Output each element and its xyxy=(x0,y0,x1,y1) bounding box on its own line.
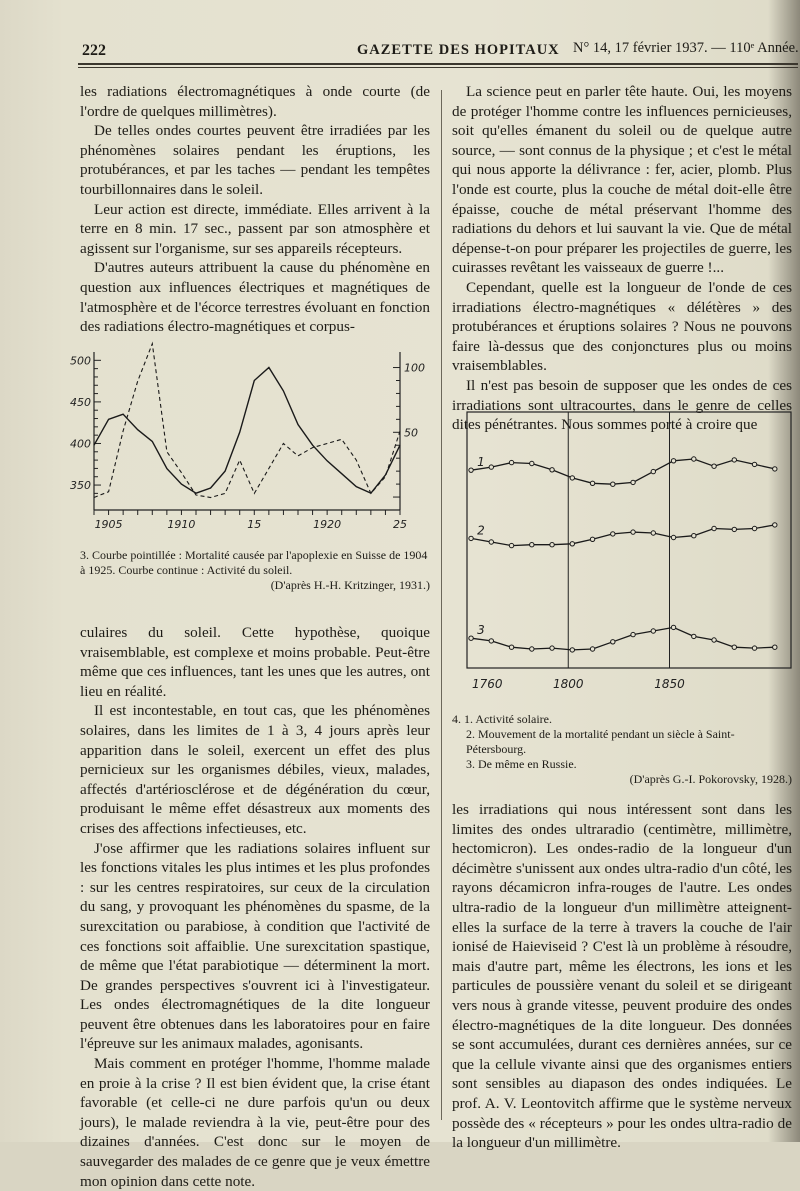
series-2-point xyxy=(752,526,756,530)
x-tick-label: 15 xyxy=(247,518,262,531)
paragraph: les irradiations qui nous intéressent sont dans les limites des ondes ultraradio (centimètre, millimètre, hectomicron). Les ondes-radio de la longueur d'un décimètre s'unissent aux ondes ultra-radio d'un côté, les rayons décamicron infra-rouges de l'autre. Les ondes ultra-radio de la longueur d'un millimètre atteignent-elles la surface de la terre à travers la couche de l'air ionisé de Haieviseid ? C'est là un problème à résoudre, mais d'autre part, même les électrons, les ions et les particules de poussière venant du soleil et se dirigeant vers nous à grande vitesse, peuvent produire des ondes électro-magnétiques de la dite longueur. Des données se sont accumulées, durant ces dernières années, sur ce que la cellule vivante ainsi que des organismes entiers sont sensibles au diapason des ondes indiquées. Le prof. A. V. Leontovitch affirme que le système nerveux possède des « récepteurs » pour les ondes ultra-radio de la longueur d'un millimètre. xyxy=(452,801,792,1152)
series-3-point xyxy=(611,640,615,644)
paragraph: Cependant, quelle est la longueur de l'onde de ces irradiations électro-magnétiques « délétères » des protubérances et éruptions solaires ? Nous ne pouvons faire là-dessus que des conjonctures plus ou moins vraisemblables. xyxy=(452,278,792,375)
series-2-point xyxy=(631,530,635,534)
x-tick-label: 1800 xyxy=(552,677,584,691)
series-3-point xyxy=(712,638,716,642)
y-left-tick-label: 350 xyxy=(70,479,91,493)
series-3-point xyxy=(631,632,635,636)
y-right-tick-label: 100 xyxy=(404,361,425,375)
header-rule xyxy=(78,63,798,65)
series-1-point xyxy=(692,457,696,461)
figure-3-chart xyxy=(72,346,432,536)
figure-3-caption xyxy=(80,548,430,593)
series-2-point xyxy=(530,543,534,547)
paragraph: Il est incontestable, en tout cas, que les phénomènes solaires, dans les limites de 1 à 3, 4 jours après leur apparition dans le soleil, exercent un effet des plus pernicieux sur les organismes débiles, vieux, malades, affectés d'artériosclérose et de dégénération du cœur, produisant le même effet désastreux aux moments des crises des affections infectieuses, etc. xyxy=(80,702,430,837)
series-2-point xyxy=(732,527,736,531)
series-2-line xyxy=(471,525,775,546)
series-1-point xyxy=(530,461,534,465)
series-3-point xyxy=(509,645,513,649)
series-2-point xyxy=(692,534,696,538)
paragraph: J'ose affirmer que les radiations solaires influent sur les fonctions vitales les plus intimes et les plus profondes : sur les centres respiratoires, sur ceux de la circulation du sang, y provoquant les phénomènes du spasme, de la surexcitation ou parabiose, à condition que l'activité de ces fonctions soit affaiblie. Une surexcitation spastique, de même que l'état parabiotique — déterminent la mort. De grandes perspectives s'ouvrent ici à l'investigateur. Les ondes électromagnétiques de la dite longueur peuvent être obtenues dans les laboratoires pour en faire l'épreuve sur les animaux malades, agonisants. xyxy=(80,839,430,1053)
series-1-point xyxy=(509,460,513,464)
paragraph: La science peut en parler tête haute. Oui, les moyens de protéger l'homme contre les influences pernicieuses, soit qu'elles émanent du soleil ou de quelque autre source, — sont connus de la physique ; et c'est le métal qui nous apporte la délivrance : fer, acier, plomb. Plus l'onde est courte, plus la couche de métal doit-elle être épaisse, couche de métal préservant l'homme des radiations du dehors et lui sauvant la vie. Que de métal dépense-t-on pour préparer les projectiles de guerre, les cuirasses revêtant les vaisseaux de guerre !... xyxy=(452,83,792,277)
caption-text: 3. De même en Russie. xyxy=(466,757,577,771)
page-number: 222 xyxy=(82,42,106,59)
left-column-bottom xyxy=(80,623,430,1191)
series-3-point xyxy=(489,639,493,643)
caption-text: 2. Mouvement de la mortalité pendant un siècle à Saint-Pétersbourg. xyxy=(466,727,735,756)
right-column-top xyxy=(452,82,792,435)
paragraph: culaires du soleil. Cette hypothèse, quoique vraisemblable, est complexe et moins probable. Peut-être même que ces influences, tant les unes que les autres, ont lieu en réalité. xyxy=(80,624,430,700)
paragraph: Il n'est pas besoin de supposer que les ondes de ces irradiations sont ultracourtes, dans le genre de celles dites pénétrantes. Nous sommes porté à croire que xyxy=(452,376,792,434)
y-left-tick-label: 400 xyxy=(70,437,91,451)
figure-4-caption xyxy=(452,712,792,787)
series-1-point xyxy=(590,481,594,485)
right-column-bottom xyxy=(452,800,792,1153)
journal-title: GAZETTE DES HOPITAUX xyxy=(357,42,560,58)
series-3-point xyxy=(550,646,554,650)
series-3-point xyxy=(651,629,655,633)
series-2-point xyxy=(611,532,615,536)
series-2-point xyxy=(469,536,473,540)
series-1-point xyxy=(570,476,574,480)
paragraph: D'autres auteurs attribuent la cause du phénomène en question aux influences électriques et magnétiques de l'atmosphère et de l'écorce terrestres évoluant en fonction des radiations électro-magnétiques et corpus- xyxy=(80,259,430,336)
series-label: 2 xyxy=(477,523,485,538)
issue-line: N° 14, 17 février 1937. — 110ᵉ Année. xyxy=(573,40,799,56)
caption-credit: (D'après G.-I. Pokorovsky, 1928.) xyxy=(629,772,792,786)
y-right-tick-label: 50 xyxy=(404,426,418,440)
series-1-point xyxy=(671,459,675,463)
y-left-tick-label: 450 xyxy=(70,395,91,409)
series-3-point xyxy=(671,625,675,629)
figure-3-svg xyxy=(72,346,432,536)
series-1-line xyxy=(471,459,775,484)
series-1-point xyxy=(752,462,756,466)
series-2-point xyxy=(570,542,574,546)
figure-4-svg xyxy=(451,408,800,700)
solar-activity-series-line xyxy=(94,368,400,494)
caption-text: 3. Courbe pointillée : Mortalité causée par l'apoplexie en Suisse de 1904 à 1925. Courbe continue : Activité du soleil. xyxy=(80,548,428,577)
series-1-point xyxy=(469,468,473,472)
x-tick-label: 1760 xyxy=(471,677,503,691)
caption-text: 4. 1. Activité solaire. xyxy=(452,712,552,726)
x-tick-label: 25 xyxy=(393,518,407,531)
series-3-line xyxy=(471,627,775,650)
x-tick-label: 1850 xyxy=(654,677,685,691)
paragraph: Mais comment en protéger l'homme, l'homme malade en proie à la crise ? Il est bien évident que, la crise étant favorable (et celle-ci ne dure parfois qu'un ou deux jours), le malade reviendra à la vie, peut-être pour des dizaines d'années. C'est donc sur le moyen de sauvegarder des malades de ce genre que je veux émettre mon opinion dans cette note. xyxy=(80,1055,430,1190)
paragraph: De telles ondes courtes peuvent être irradiées par les phénomènes solaires pendant les éruptions, les protubérances, et par les taches — pendant les tempêtes tourbillonnaires dans le soleil. xyxy=(80,122,430,198)
series-1-point xyxy=(489,465,493,469)
y-left-tick-label: 500 xyxy=(70,354,91,368)
x-tick-label: 1910 xyxy=(167,518,196,531)
series-label: 1 xyxy=(477,455,485,470)
series-2-point xyxy=(773,523,777,527)
plot-frame xyxy=(467,412,791,668)
series-label: 3 xyxy=(477,623,485,638)
column-divider xyxy=(441,90,442,1120)
series-2-point xyxy=(550,543,554,547)
series-3-point xyxy=(530,647,534,651)
series-1-point xyxy=(631,480,635,484)
series-1-point xyxy=(712,464,716,468)
series-2-point xyxy=(671,535,675,539)
series-3-point xyxy=(590,647,594,651)
series-1-point xyxy=(732,458,736,462)
series-1-point xyxy=(651,469,655,473)
left-column-top xyxy=(80,82,430,337)
mortality-series-line xyxy=(94,344,400,498)
series-1-point xyxy=(550,468,554,472)
series-2-point xyxy=(509,543,513,547)
header-rule-thin xyxy=(78,67,798,68)
series-3-point xyxy=(570,648,574,652)
series-1-point xyxy=(611,482,615,486)
series-2-point xyxy=(712,526,716,530)
x-tick-label: 1920 xyxy=(313,518,342,531)
series-3-point xyxy=(469,636,473,640)
paragraph: les radiations électromagnétiques à onde courte (de l'ordre de quelques millimètres). xyxy=(80,83,430,120)
series-3-point xyxy=(732,645,736,649)
series-1-point xyxy=(773,467,777,471)
series-2-point xyxy=(651,531,655,535)
series-3-point xyxy=(773,645,777,649)
series-3-point xyxy=(692,634,696,638)
series-3-point xyxy=(752,646,756,650)
paragraph: Leur action est directe, immédiate. Elles arrivent à la terre en 8 min. 17 sec., passent par son atmosphère et agissent sur l'organisme, sur ses appareils récepteurs. xyxy=(80,200,430,257)
x-tick-label: 1905 xyxy=(94,518,123,531)
figure-4-chart xyxy=(451,408,800,700)
series-2-point xyxy=(590,537,594,541)
series-2-point xyxy=(489,540,493,544)
caption-credit: (D'après H.-H. Kritzinger, 1931.) xyxy=(270,578,430,592)
